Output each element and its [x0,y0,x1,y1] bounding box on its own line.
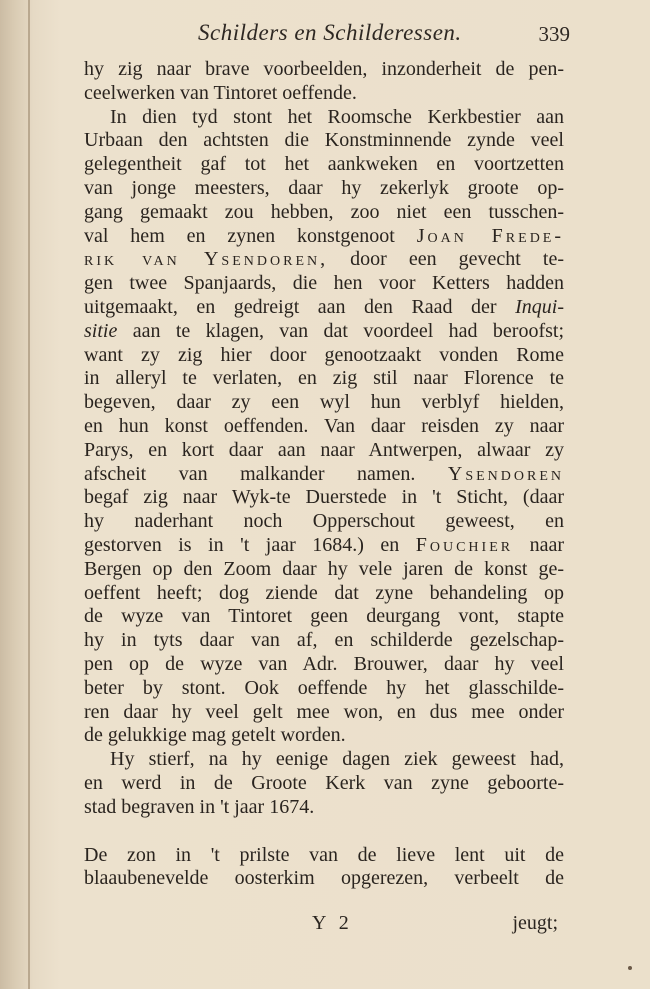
paragraph-gap [84,820,564,844]
text-fragment: door een gevecht te- [350,248,564,271]
text-line: Urbaan den achtsten die Konstminnende zynde veel [84,129,564,152]
text-fragment: gestorven is in 't jaar 1684.) en [84,533,400,556]
text-line [84,320,564,344]
text-line: van jonge meesters, daar hy zekerlyk groote op- [84,176,564,199]
text-line: oeffent heeft; dog ziende dat zyne behandeling op [84,581,564,604]
text-line: In dien tyd stont het Roomsche Kerkbestier aan [110,105,564,128]
text-line: gen twee Spanjaards, die hen voor Ketters hadden [84,272,564,295]
text-line [84,463,564,487]
page-footer [84,912,564,938]
text-line [84,225,564,249]
text-line: ren daar hy veel gelt mee won, en dus mee onder [84,700,564,723]
page-header [90,20,570,52]
text-line: hy zig naar brave voorbeelden, inzonderheit de pen- [84,58,564,80]
running-head: Schilders en Schilderessen. [198,20,462,45]
text-line: gelegentheit gaf tot het aankweken en voortzetten [84,153,564,176]
text-line: en hun konst oeffenden. Van daar reisden zy naar [84,414,564,437]
body-text [84,58,564,891]
page-number: 339 [538,22,570,46]
person-name: rik van Ysendoren, [84,248,329,271]
catchword: jeugt; [512,912,558,934]
text-line: hy naderhant noch Opperschout geweest, en [84,510,564,533]
text-fragment: val hem en zynen konstgenoot [84,224,395,247]
text-line [84,296,564,320]
paper-speck [628,966,632,970]
italic-term: Inqui- [515,295,564,318]
text-line: begaf zig naar Wyk-te Duerstede in 't Sticht, (daar [84,486,564,509]
text-line: Bergen op den Zoom daar hy vele jaren de konst ge- [84,557,564,580]
text-line: blaaubenevelde oosterkim opgerezen, verbeelt de [84,867,564,890]
text-line: want zy zig hier door genootzaakt vonden Rome [84,343,564,366]
text-line: gang gemaakt zou hebben, zoo niet een tusschen- [84,200,564,223]
text-fragment: uitgemaakt, en gedreigt aan den Raad der [84,295,497,318]
italic-term: sitie [84,319,118,342]
text-fragment: naar [529,533,565,556]
person-name: Ysendoren [447,462,565,485]
text-line: De zon in 't prilste van de lieve lent uit de [84,843,564,866]
text-line: de wyze van Tintoret geen deurgang vont, stapte [84,605,564,628]
person-name: Fouchier [415,533,514,556]
text-line: beter by stont. Ook oeffende hy het glasschilde- [84,676,564,699]
text-line: stad begraven in 't jaar 1674. [84,795,315,818]
text-line: pen op de wyze van Adr. Brouwer, daar hy veel [84,652,564,675]
signature-mark: Y 2 [312,912,353,934]
text-line: de gelukkige mag getelt worden. [84,724,346,747]
text-line: in alleryl te verlaten, en zig stil naar Florence te [84,367,564,390]
text-line [84,248,564,272]
text-line: Parys, en kort daar aan naar Antwerpen, alwaar zy [84,438,564,461]
text-line [84,534,564,558]
person-name: Joan Frede- [416,224,565,247]
text-line: en werd in de Groote Kerk van zyne geboorte- [84,771,564,794]
text-line: hy in tyts daar van af, en schilderde gezelschap- [84,629,564,652]
binding-gutter [28,0,30,989]
text-line: ceelwerken van Tintoret oeffende. [84,81,357,104]
text-line: begeven, daar zy een wyl hun verblyf hielden, [84,391,564,414]
text-line: Hy stierf, na hy eenige dagen ziek geweest had, [110,748,564,771]
text-fragment: afscheit van malkander namen. [84,462,416,485]
text-fragment: aan te klagen, van dat voordeel had beroofst; [132,319,565,342]
